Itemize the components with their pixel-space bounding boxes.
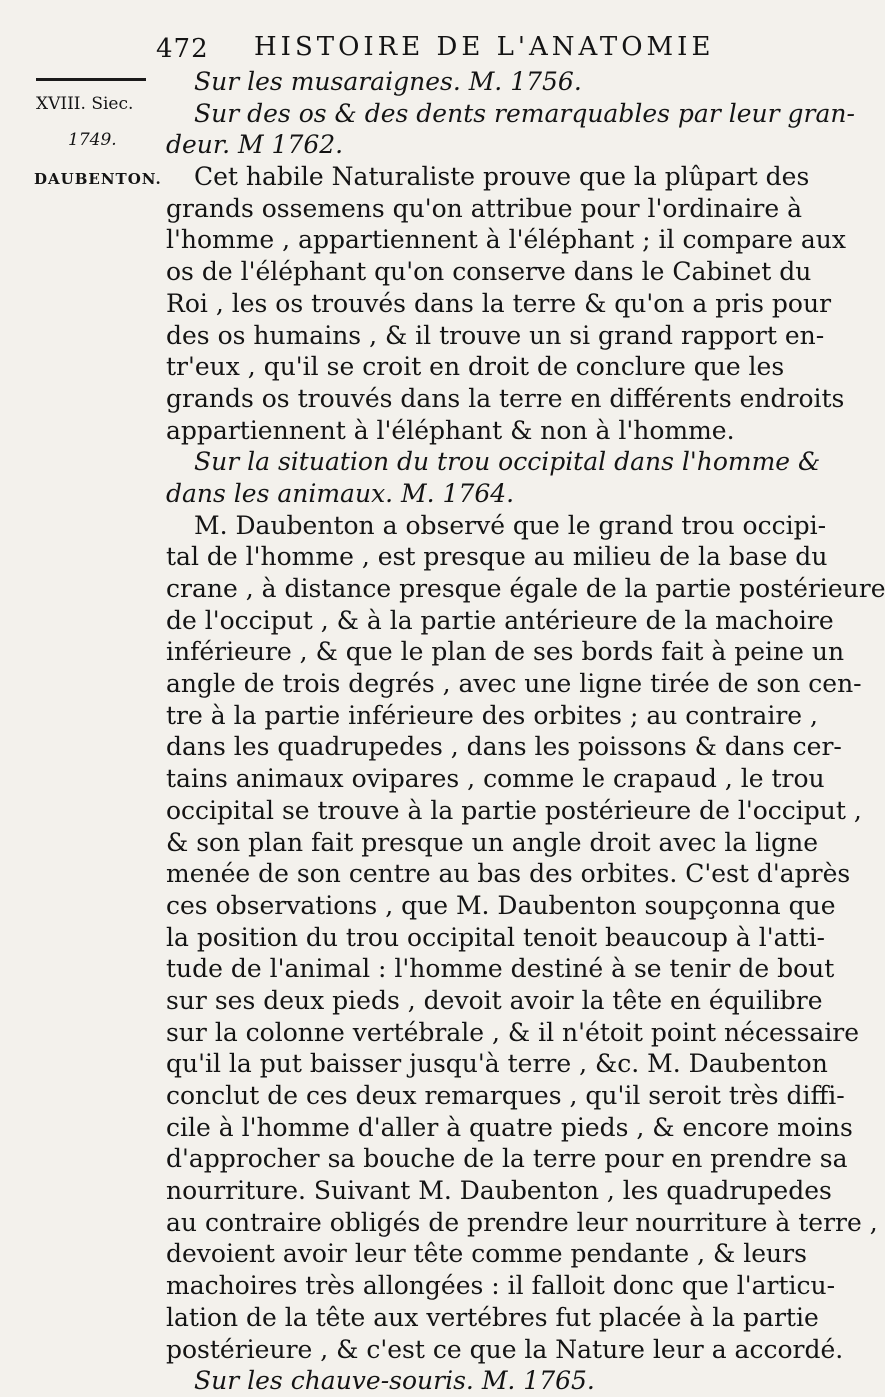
text-line: ces observations , que M. Daubenton soupçonna que (166, 890, 836, 920)
text-line: l'homme , appartiennent à l'éléphant ; il compare aux (166, 225, 846, 255)
text-line: Cet habile Naturaliste prouve que la plûpart des (194, 162, 810, 192)
text-line: Sur les chauve-souris. M. 1765. (194, 1366, 595, 1396)
text-line: cile à l'homme d'aller à quatre pieds , & encore moins (166, 1112, 853, 1142)
text-line: sur la colonne vertébrale , & il n'étoit point nécessaire (166, 1017, 860, 1047)
text-line: tr'eux , qu'il se croit en droit de conclure que les (166, 352, 785, 382)
text-line: grands ossemens qu'on attribue pour l'ordinaire à (166, 193, 803, 223)
text-line: machoires très allongées : il falloit donc que l'articu- (166, 1271, 836, 1301)
text-line: lation de la tête aux vertébres fut placée à la partie (166, 1302, 819, 1332)
text-line: postérieure , & c'est ce que la Nature leur a accordé. (166, 1334, 844, 1364)
text-line: appartiennent à l'éléphant & non à l'homme. (166, 415, 735, 445)
text-line: tal de l'homme , est presque au milieu de la base du (166, 542, 828, 572)
text-line: qu'il la put baisser jusqu'à terre , &c. M. Daubenton (166, 1049, 828, 1079)
text-line: M. Daubenton a observé que le grand trou occipi- (194, 510, 827, 540)
section-title (166, 1365, 756, 1397)
text-line: inférieure , & que le plan de ses bords fait à peine un (166, 637, 845, 667)
text-line: Sur la situation du trou occipital dans l'homme & (194, 447, 821, 477)
text-line: sur ses deux pieds , devoit avoir la tête en équilibre (166, 985, 823, 1015)
paragraph (166, 510, 885, 1366)
running-title: HISTOIRE DE L'ANATOMIE (254, 32, 715, 62)
text-line: la position du trou occipital tenoit beaucoup à l'atti- (166, 922, 826, 952)
margin-year: 1749. (68, 130, 117, 150)
text-line: conclut de ces deux remarques , qu'il seroit très diffi- (166, 1081, 845, 1110)
margin-century: XVIII. Siec. (36, 94, 134, 114)
section-title (166, 446, 821, 509)
text-line: tains animaux ovipares , comme le crapaud , le trou (166, 764, 825, 794)
text-line: deur. M 1762. (166, 130, 344, 160)
text-line: grands os trouvés dans la terre en différents endroits (166, 383, 845, 413)
text-line: angle de trois degrés , avec une ligne tirée de son cen- (166, 669, 862, 699)
text-line: occipital se trouve à la partie postérieure de l'occiput , (166, 795, 862, 825)
text-line: dans les animaux. M. 1764. (166, 478, 515, 508)
text-line: des os humains , & il trouve un si grand rapport en- (166, 320, 825, 350)
section-title (166, 66, 756, 98)
text-line: Sur les musaraignes. M. 1756. (194, 67, 582, 96)
text-line: Sur des os & des dents remarquables par leur gran- (194, 98, 855, 128)
section-title (166, 98, 855, 161)
text-line: au contraire obligés de prendre leur nourriture à terre , (166, 1207, 878, 1237)
text-line: crane , à distance presque égale de la partie postérieure (166, 574, 885, 603)
text-line: tude de l'animal : l'homme destiné à se tenir de bout (166, 954, 835, 984)
text-line: tre à la partie inférieure des orbites ; au contraire , (166, 700, 818, 730)
text-line: nourriture. Suivant M. Daubenton , les quadrupedes (166, 1176, 832, 1206)
body-text (166, 66, 885, 1397)
text-line: devoient avoir leur tête comme pendante , & leurs (166, 1239, 807, 1269)
text-line: & son plan fait presque un angle droit avec la ligne (166, 827, 819, 857)
page-number: 472 (156, 34, 209, 64)
text-line: menée de son centre au bas des orbites. C'est d'après (166, 859, 851, 889)
margin-author: DAUBENTON. (34, 170, 162, 188)
text-line: os de l'éléphant qu'on conserve dans le Cabinet du (166, 257, 812, 287)
text-line: d'approcher sa bouche de la terre pour en prendre sa (166, 1144, 848, 1174)
text-line: de l'occiput , & à la partie antérieure de la machoire (166, 605, 834, 635)
text-line: Roi , les os trouvés dans la terre & qu'on a pris pour (166, 288, 832, 318)
paragraph (166, 161, 846, 446)
margin-rule (36, 78, 146, 81)
text-line: dans les quadrupedes , dans les poissons & dans cer- (166, 732, 842, 762)
